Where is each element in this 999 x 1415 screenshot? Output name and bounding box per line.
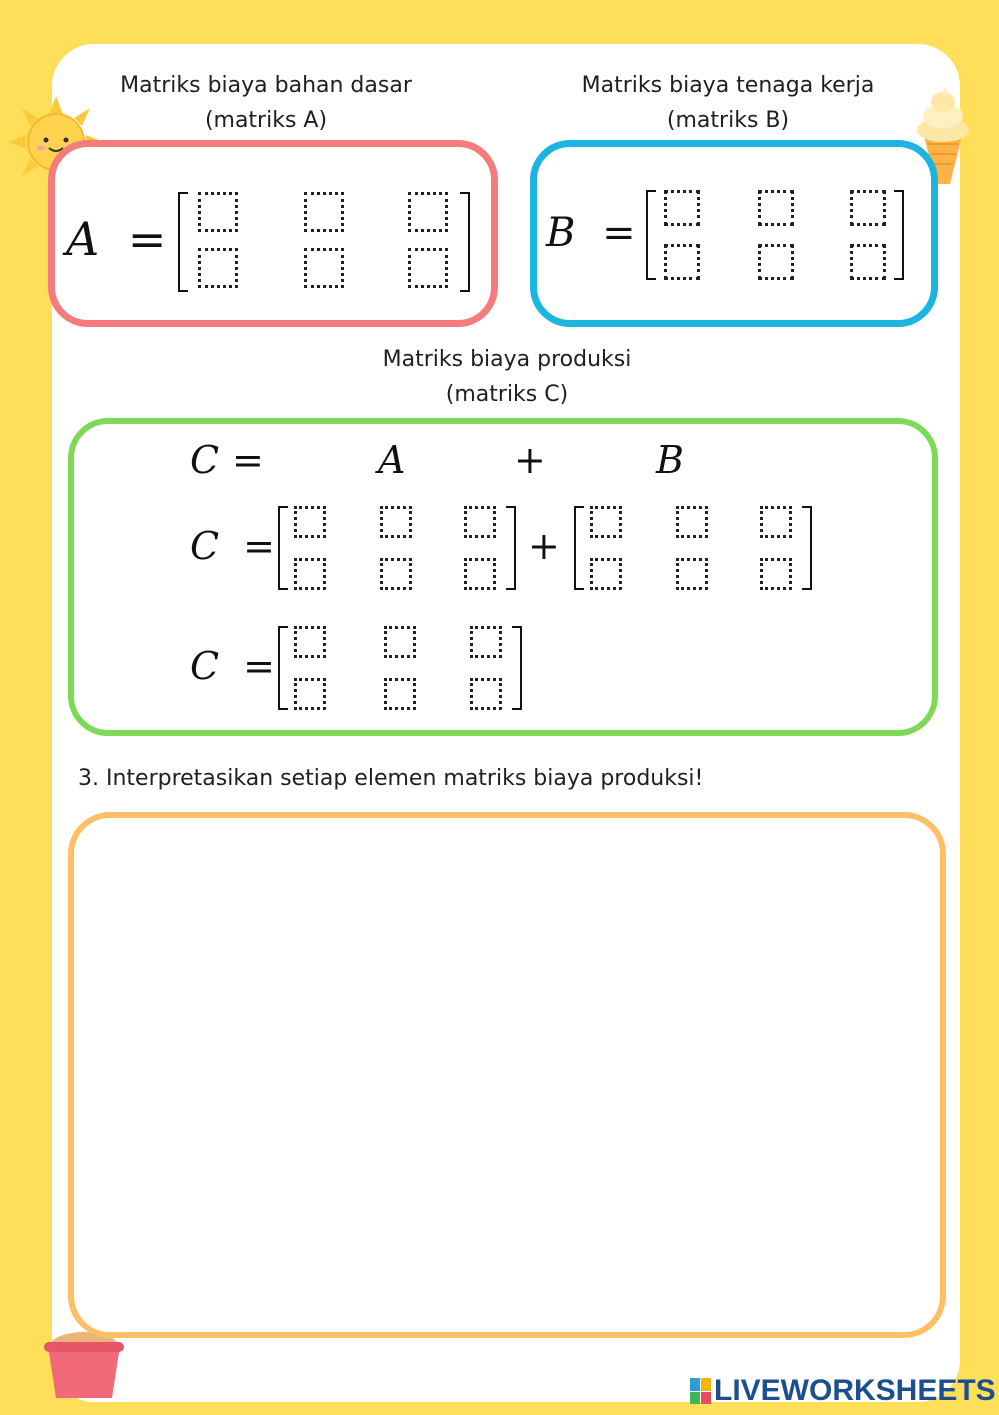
matrix-b-cell-2-2[interactable] (758, 244, 794, 280)
c-result-row (190, 644, 275, 688)
matrix-b-equation (546, 210, 636, 256)
matrix-a-cell-2-2[interactable] (304, 248, 344, 288)
matrix-b-cell-2-1[interactable] (664, 244, 700, 280)
result-cell-2-2[interactable] (384, 678, 416, 710)
liveworksheets-logo (690, 1374, 996, 1408)
matrix-b-cell-1-2[interactable] (758, 190, 794, 226)
matrix-b-heading (578, 68, 878, 138)
matrix-a-cell-2-3[interactable] (408, 248, 448, 288)
result-cell-1-3[interactable] (470, 626, 502, 658)
matrix-a (178, 192, 470, 292)
result-cell-1-1[interactable] (294, 626, 326, 658)
sum-a-cell-1-2[interactable] (380, 506, 412, 538)
matrix-b (646, 190, 904, 280)
result-cell-2-1[interactable] (294, 678, 326, 710)
matrix-c-title: Matriks biaya produksi (382, 347, 632, 372)
matrix-c-subtitle: (matriks C) (445, 382, 569, 407)
plus-sign: + (514, 438, 546, 482)
c-symbol: C (190, 524, 220, 568)
left-bracket (574, 506, 584, 590)
c-formula-row (190, 438, 710, 488)
liveworksheets-logo-icon (690, 1378, 710, 1404)
matrix-a-cell-1-2[interactable] (304, 192, 344, 232)
matrix-b-cell-1-1[interactable] (664, 190, 700, 226)
matrix-a-subtitle: (matriks A) (204, 108, 328, 133)
right-bracket (802, 506, 812, 590)
sum-b-cell-2-2[interactable] (676, 558, 708, 590)
left-bracket (278, 626, 288, 710)
equals-sign: = (243, 644, 276, 688)
sum-a-cell-1-3[interactable] (464, 506, 496, 538)
c-symbol: C (190, 644, 220, 688)
equals-sign: = (127, 212, 167, 266)
matrix-a-equation (66, 212, 166, 266)
sum-matrix-b (574, 506, 812, 590)
sum-a-cell-2-3[interactable] (464, 558, 496, 590)
matrix-b-title: Matriks biaya tenaga kerja (581, 73, 875, 98)
matrix-b-cell-1-3[interactable] (850, 190, 886, 226)
matrix-a-heading (116, 68, 416, 138)
brand-name: LIVEWORKSHEETS (714, 1374, 996, 1407)
right-bracket (506, 506, 516, 590)
sum-b-cell-1-1[interactable] (590, 506, 622, 538)
equals-sign: = (243, 524, 276, 568)
sum-a-cell-1-1[interactable] (294, 506, 326, 538)
result-matrix-c (278, 626, 522, 710)
answer-textarea[interactable] (88, 830, 930, 1324)
sum-b-cell-1-3[interactable] (760, 506, 792, 538)
a-symbol: A (378, 438, 406, 482)
result-cell-1-2[interactable] (384, 626, 416, 658)
sum-b-cell-2-1[interactable] (590, 558, 622, 590)
matrix-a-symbol: A (66, 212, 100, 266)
matrix-a-cell-2-1[interactable] (198, 248, 238, 288)
left-bracket (646, 190, 656, 280)
b-symbol: B (656, 438, 684, 482)
c-sum-row (190, 524, 275, 568)
question-3: 3. Interpretasikan setiap elemen matriks biaya produksi! (78, 766, 704, 791)
plus-sign: + (528, 524, 560, 568)
sum-matrix-a (278, 506, 516, 590)
matrix-a-cell-1-1[interactable] (198, 192, 238, 232)
matrix-c-heading (350, 342, 664, 412)
matrix-a-cell-1-3[interactable] (408, 192, 448, 232)
right-bracket (460, 192, 470, 292)
sum-b-cell-2-3[interactable] (760, 558, 792, 590)
matrix-b-cell-2-3[interactable] (850, 244, 886, 280)
equals-sign: = (232, 438, 264, 482)
c-symbol: C (190, 438, 220, 482)
sum-a-cell-2-2[interactable] (380, 558, 412, 590)
matrix-a-title: Matriks biaya bahan dasar (120, 73, 412, 98)
matrix-b-symbol: B (546, 210, 576, 256)
matrix-b-subtitle: (matriks B) (666, 108, 790, 133)
right-bracket (512, 626, 522, 710)
left-bracket (178, 192, 188, 292)
sum-a-cell-2-1[interactable] (294, 558, 326, 590)
left-bracket (278, 506, 288, 590)
right-bracket (894, 190, 904, 280)
equals-sign: = (602, 210, 636, 256)
sum-b-cell-1-2[interactable] (676, 506, 708, 538)
result-cell-2-3[interactable] (470, 678, 502, 710)
